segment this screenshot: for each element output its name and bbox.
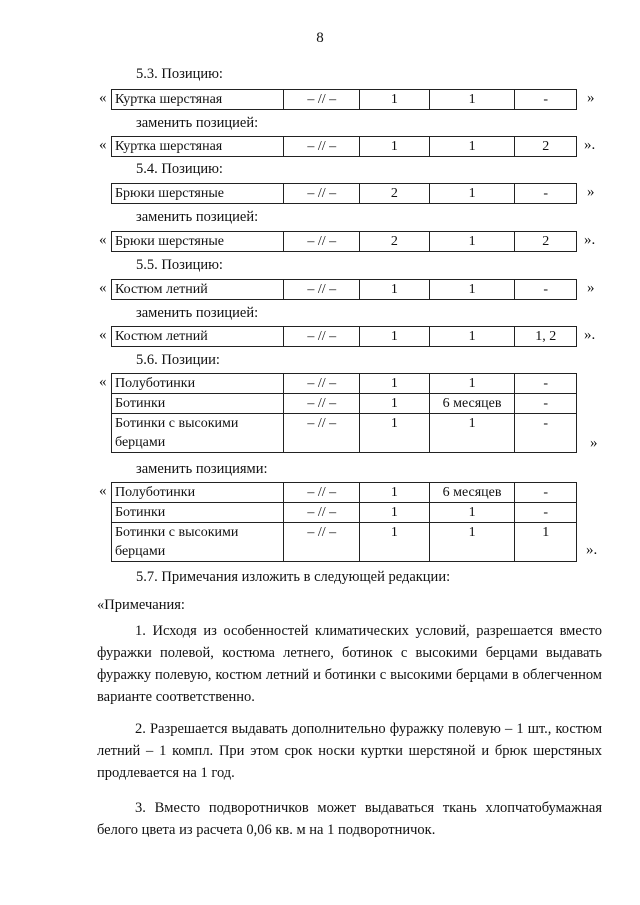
cell-qty: 2 (360, 232, 430, 252)
cell-item: Костюм летний (112, 280, 284, 300)
quote-close-dot: ». (584, 232, 596, 248)
section-5-7-heading: 5.7. Примечания изложить в следующей редакции: (136, 569, 451, 585)
cell-item: Куртка шерстяная (112, 137, 284, 157)
section-5-5-heading: 5.5. Позицию: (136, 257, 223, 273)
table-row (112, 327, 577, 347)
cell-note: - (515, 414, 577, 453)
cell-note: - (515, 184, 577, 204)
cell-ditto: – // – (284, 374, 360, 394)
cell-qty: 1 (360, 523, 430, 562)
cell-term: 6 месяцев (429, 483, 515, 503)
cell-item: Брюки шерстяные (112, 232, 284, 252)
quote-close: » (590, 435, 598, 451)
cell-qty: 1 (360, 137, 430, 157)
cell-term: 1 (429, 503, 515, 523)
cell-qty: 1 (360, 90, 430, 110)
cell-note: 1, 2 (515, 327, 577, 347)
table-row (112, 523, 577, 562)
cell-ditto: – // – (284, 503, 360, 523)
table-row (112, 483, 577, 503)
cell-ditto: – // – (284, 232, 360, 252)
table-5-5-new (111, 326, 577, 347)
table-5-6-old (111, 373, 577, 453)
table-5-6-new (111, 482, 577, 562)
quote-close-dot: ». (584, 137, 596, 153)
table-row (112, 232, 577, 252)
table-5-4-old (111, 183, 577, 204)
cell-note: - (515, 374, 577, 394)
cell-item: Ботинки (112, 394, 284, 414)
cell-qty: 1 (360, 503, 430, 523)
note-2: 2. Разрешается выдавать дополнительно фуражку полевую – 1 шт., костюм летний – 1 компл. При этом срок носки куртки шерстяной и брюк шерстяных продлевается на 1 год. (97, 721, 602, 781)
cell-term: 6 месяцев (429, 394, 515, 414)
cell-note: - (515, 90, 577, 110)
cell-ditto: – // – (284, 327, 360, 347)
quote-close-dot: ». (586, 542, 598, 558)
cell-term: 1 (429, 327, 515, 347)
note-1: 1. Исходя из особенностей климатических условий, разрешается вместо фуражки полевой, костюма летнего, ботинок с высокими берцами выдавать фуражку полевую, костюм летний и ботинки с высокими берцами в облегченном варианте соответственно. (97, 623, 602, 705)
cell-qty: 1 (360, 483, 430, 503)
quote-close: » (587, 280, 595, 296)
cell-qty: 2 (360, 184, 430, 204)
cell-note: - (515, 483, 577, 503)
section-5-5-replace-label: заменить позицией: (136, 305, 259, 321)
cell-ditto: – // – (284, 523, 360, 562)
table-row (112, 90, 577, 110)
cell-ditto: – // – (284, 394, 360, 414)
cell-qty: 1 (360, 327, 430, 347)
quote-open: « (99, 374, 107, 390)
quote-open: « (99, 137, 107, 153)
quote-open: « (99, 232, 107, 248)
table-row (112, 503, 577, 523)
cell-term: 1 (429, 374, 515, 394)
page-number: 8 (316, 30, 324, 46)
cell-ditto: – // – (284, 483, 360, 503)
cell-item: Брюки шерстяные (112, 184, 284, 204)
section-5-3-heading: 5.3. Позицию: (136, 66, 223, 82)
cell-note: - (515, 280, 577, 300)
table-row (112, 280, 577, 300)
cell-item: Полуботинки (112, 483, 284, 503)
table-row (112, 184, 577, 204)
cell-ditto: – // – (284, 414, 360, 453)
cell-note: - (515, 394, 577, 414)
cell-item: Ботинки (112, 503, 284, 523)
cell-item: Куртка шерстяная (112, 90, 284, 110)
note-3: 3. Вместо подворотничков может выдаваться ткань хлопчатобумажная белого цвета из расчета 0,06 кв. м на 1 подворотничок. (97, 800, 602, 838)
table-5-3-new (111, 136, 577, 157)
cell-qty: 1 (360, 280, 430, 300)
table-5-4-new (111, 231, 577, 252)
cell-term: 1 (429, 232, 515, 252)
quote-open: « (99, 327, 107, 343)
table-5-3-old (111, 89, 577, 110)
table-row (112, 414, 577, 453)
cell-item: Полуботинки (112, 374, 284, 394)
cell-ditto: – // – (284, 137, 360, 157)
cell-term: 1 (429, 137, 515, 157)
cell-item: Костюм летний (112, 327, 284, 347)
cell-term: 1 (429, 414, 515, 453)
cell-item: Ботинки с высокими берцами (112, 414, 284, 453)
table-row (112, 374, 577, 394)
cell-note: 2 (515, 232, 577, 252)
table-row (112, 394, 577, 414)
cell-item: Ботинки с высокими берцами (112, 523, 284, 562)
quote-close: » (587, 184, 595, 200)
table-row (112, 137, 577, 157)
quote-open: « (99, 483, 107, 499)
notes-title: «Примечания: (97, 597, 185, 613)
table-5-5-old (111, 279, 577, 300)
section-5-6-heading: 5.6. Позиции: (136, 352, 220, 368)
section-5-3-replace-label: заменить позицией: (136, 115, 259, 131)
section-5-4-replace-label: заменить позицией: (136, 209, 259, 225)
quote-close-dot: ». (584, 327, 596, 343)
cell-ditto: – // – (284, 90, 360, 110)
quote-close: » (587, 90, 595, 106)
section-5-6-replace-label: заменить позициями: (136, 461, 268, 477)
section-5-4-heading: 5.4. Позицию: (136, 161, 223, 177)
cell-term: 1 (429, 90, 515, 110)
cell-note: 2 (515, 137, 577, 157)
cell-term: 1 (429, 280, 515, 300)
cell-note: 1 (515, 523, 577, 562)
cell-qty: 1 (360, 394, 430, 414)
cell-ditto: – // – (284, 184, 360, 204)
cell-term: 1 (429, 523, 515, 562)
cell-qty: 1 (360, 374, 430, 394)
cell-ditto: – // – (284, 280, 360, 300)
quote-open: « (99, 280, 107, 296)
cell-qty: 1 (360, 414, 430, 453)
cell-term: 1 (429, 184, 515, 204)
cell-note: - (515, 503, 577, 523)
quote-open: « (99, 90, 107, 106)
